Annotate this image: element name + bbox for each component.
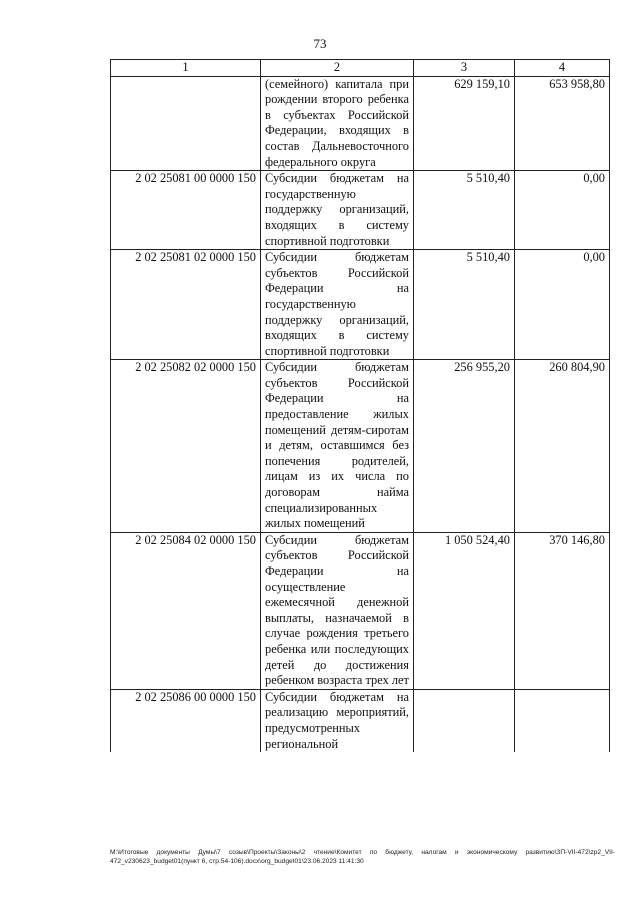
table-row [111,250,610,360]
table-header-row [111,60,610,77]
amount-col3 [414,689,515,752]
table-row [111,360,610,533]
amount-col4: 370 146,80 [515,532,610,689]
revenue-name: (семейного) капитала при рождении второго ребенка в субъектах Российской Федерации, входящих в состав Дальневосточного федерального округа [261,76,414,171]
amount-col4: 260 804,90 [515,360,610,533]
amount-col3: 5 510,40 [414,250,515,360]
table-row [111,689,610,752]
column-header-1: 1 [111,60,261,77]
page-number: 73 [313,36,327,51]
amount-col4: 0,00 [515,250,610,360]
amount-col4: 0,00 [515,171,610,250]
budget-code: 2 02 25081 00 0000 150 [111,171,261,250]
table-row [111,171,610,250]
table-row [111,532,610,689]
amount-col3: 1 050 524,40 [414,532,515,689]
amount-col3: 629 159,10 [414,76,515,171]
revenue-name: Субсидии бюджетам субъектов Российской Федерации на осуществление ежемесячной денежной выплаты, назначаемой в случае рождения третьего ребенка или последующих детей до достижения ребенком возраста трех лет [261,532,414,689]
column-header-3: 3 [414,60,515,77]
amount-col3: 5 510,40 [414,171,515,250]
budget-code: 2 02 25081 02 0000 150 [111,250,261,360]
revenue-name: Субсидии бюджетам субъектов Российской Федерации на предоставление жилых помещений детям-сиротам и детям, оставшимся без попечения родителей, лицам из их числа по договорам найма специализированных жилых помещений [261,360,414,533]
budget-code: 2 02 25086 00 0000 150 [111,689,261,752]
column-header-4: 4 [515,60,610,77]
budget-revenue-table [110,59,610,752]
amount-col4: 653 958,80 [515,76,610,171]
amount-col4 [515,689,610,752]
budget-code [111,76,261,171]
revenue-name: Субсидии бюджетам субъектов Российской Федерации на государственную поддержку организаций, входящих в систему спортивной подготовки [261,250,414,360]
footer-file-path: M:\Итоговые документы Думы\7 созыв\Проекты\Законы\2 чтение\Комитет по бюджету, налогам и экономическому развитию\ЗП-VII-472\zp2_VII-472_v230623_budget01(пункт 6, стр.54-106).docx\org_budget01\23.06.2023 11:41:30 [110,849,615,865]
budget-code: 2 02 25084 02 0000 150 [111,532,261,689]
budget-code: 2 02 25082 02 0000 150 [111,360,261,533]
column-header-2: 2 [261,60,414,77]
revenue-name: Субсидии бюджетам на государственную поддержку организаций, входящих в систему спортивной подготовки [261,171,414,250]
amount-col3: 256 955,20 [414,360,515,533]
revenue-name: Субсидии бюджетам на реализацию мероприятий, предусмотренных региональной [261,689,414,752]
table-row [111,76,610,171]
